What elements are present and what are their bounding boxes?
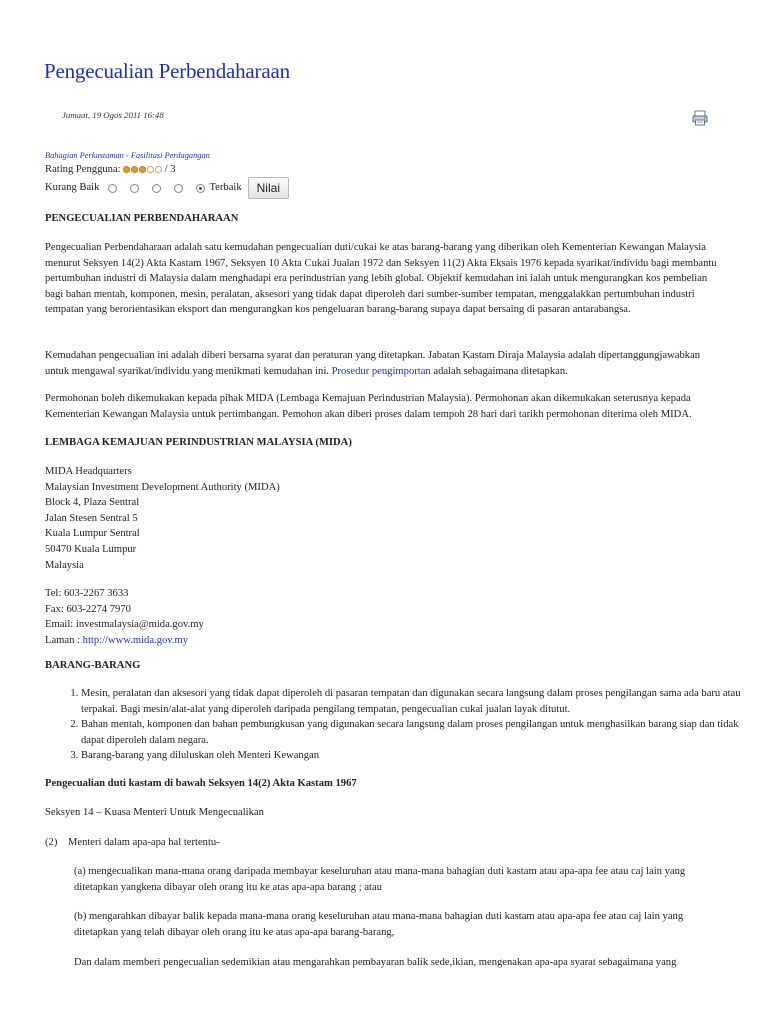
vote-radio-1[interactable] bbox=[108, 184, 117, 193]
rating-stars bbox=[123, 166, 163, 173]
list-item: 2. Bahan mentah, komponen dan bahan pembungkusan yang digunakan secara langsung dalam proses pengilangan untuk menghasilkan barang siap dan tidak dapat diperoleh dalam negara. bbox=[81, 717, 761, 748]
paragraph-kemudahan-text: Kemudahan pengecualian ini adalah diberi bersama syarat dan peraturan yang ditetapkan. Jabatan Kastam Diraja Malaysia adalah dipertanggungjawabkan untuk mengawal syarikat/individu yang menikmati kemudahan ini. bbox=[45, 350, 701, 377]
vote-form bbox=[45, 177, 289, 199]
paragraph-clause-b: (b) mengarahkan dibayar balik kepada mana-mana orang keseluruhan atau mana-mana bahagian duti kastam atau apa-apa fee atau caj lain yang ditetapkan yang telah dibayar oleh orang itu ke atas apa-apa barang-barang, bbox=[74, 911, 684, 938]
mida-address bbox=[45, 464, 645, 573]
heading-barang: BARANG-BARANG bbox=[45, 660, 141, 671]
star-icon bbox=[139, 166, 146, 173]
paragraph-kemudahan-tail: adalah sebagaimana ditetapkan. bbox=[430, 365, 568, 377]
article-title[interactable]: Pengecualian Perbendaharaan bbox=[44, 59, 290, 83]
mida-website-link[interactable]: http://www.mida.gov.my bbox=[82, 634, 189, 646]
items-list bbox=[45, 686, 761, 764]
address-line: MIDA Headquarters bbox=[45, 466, 132, 477]
paragraph-intro: Pengecualian Perbendaharaan adalah satu kemudahan pengecualian duti/cukai ke atas barang-barang yang diberikan oleh Kementerian Kewangan Malaysia menurut Seksyen 14(2) Akta Kastam 1967, Seksyen 10 Akta Cukai Jualan 1972 dan Seksyen 11(2) Akta Eksais 1976 kepada syarikat/individu bagi membantu pertumbuhan industri di Malaysia dalam menghadapi era perindustrian yang lebih global. Objektif kemudahan ini ialah untuk mengurangkan kos pembelian bagi bahan mentah, komponen, mesin, peralatan, aksesori yang tidak dapat diperoleh dari sumber-sumber tempatan, menggalakkan pertumbuhan industri tempatan yang berorientasikan eksport dan mengurangkan kos pengeluaran barang-barang supaya dapat bersaing di pasaran antarabangsa. bbox=[45, 242, 717, 316]
list-item: 3. Barang-barang yang diluluskan oleh Menteri Kewangan bbox=[81, 748, 761, 764]
vote-radio-3[interactable] bbox=[152, 184, 161, 193]
user-rating bbox=[45, 162, 176, 178]
address-line: Malaysia bbox=[45, 559, 84, 571]
heading-pengecualian: PENGECUALIAN PERBENDAHARAAN bbox=[45, 213, 239, 224]
article-date: Jumaat, 19 Ogos 2011 16:48 bbox=[62, 110, 164, 120]
heading-mida: LEMBAGA KEMAJUAN PERINDUSTRIAN MALAYSIA (MIDA) bbox=[45, 437, 352, 448]
address-line: Block 4, Plaza Sentral bbox=[45, 497, 140, 509]
contact-tel: Tel: 603-2267 3633 bbox=[45, 588, 129, 599]
rate-button[interactable]: Nilai bbox=[248, 177, 289, 199]
mida-contact bbox=[45, 586, 645, 648]
website-label: Laman : bbox=[45, 634, 83, 646]
rating-count: / 3 bbox=[164, 164, 176, 175]
address-line: Kuala Lumpur Sentral bbox=[45, 528, 140, 540]
star-icon bbox=[123, 166, 130, 173]
heading-seksyen-14: Pengecualian duti kastam di bawah Seksyen 14(2) Akta Kastam 1967 bbox=[45, 778, 357, 789]
vote-worst-label: Kurang Baik bbox=[45, 182, 100, 194]
star-icon bbox=[131, 166, 138, 173]
address-line: 50470 Kuala Lumpur bbox=[45, 543, 137, 555]
paragraph-seksyen-title: Seksyen 14 – Kuasa Menteri Untuk Mengecualikan bbox=[45, 807, 264, 818]
paragraph-kemudahan bbox=[45, 348, 725, 379]
address-line: Malaysian Investment Development Authority (MIDA) bbox=[45, 481, 280, 493]
vote-best-label: Terbaik bbox=[209, 182, 242, 194]
paragraph-clause-a: (a) mengecualikan mana-mana orang daripada membayar keseluruhan atau mana-mana bahagian duti kastam atau apa-apa fee atau caj lain yang ditetapkan yangkena dibayar oleh orang itu ke atas apa-apa barang ; atau bbox=[74, 866, 686, 893]
category-link[interactable]: Bahagian Perkastaman - Fasilitasi Perdagangan bbox=[45, 151, 210, 160]
list-item: 1. Mesin, peralatan dan aksesori yang tidak dapat diperoleh di pasaran tempatan dan digunakan secara langsung dalam proses pengilangan sama ada baru atau terpakai. Bagi mesin/alat-alat yang diperoleh daripada pengilang tempatan, pengecualian cukai jualan layak ditutut. bbox=[81, 686, 761, 717]
paragraph-menteri: (2) Menteri dalam apa-apa hal tertentu- bbox=[45, 837, 220, 848]
rating-label: Rating Pengguna: bbox=[45, 164, 121, 175]
address-line: Jalan Stesen Sentral 5 bbox=[45, 512, 138, 524]
star-icon bbox=[155, 166, 162, 173]
vote-radio-2[interactable] bbox=[130, 184, 139, 193]
paragraph-permohonan: Permohonan boleh dikemukakan kepada pihak MIDA (Lembaga Kemajuan Perindustrian Malaysia). Permohonan akan dikemukakan seterusnya kepada Kementerian Kewangan Malaysia untuk pertimbangan. Pemohon akan diberi proses dalam tempoh 28 hari dari tarikh permohonan diterima oleh MIDA. bbox=[45, 393, 692, 420]
printer-icon[interactable] bbox=[692, 110, 708, 126]
star-icon bbox=[147, 166, 154, 173]
prosedur-link[interactable]: Prosedur pengimportan bbox=[331, 365, 431, 377]
vote-radio-4[interactable] bbox=[174, 184, 183, 193]
contact-email: Email: investmalaysia@mida.gov.my bbox=[45, 619, 204, 631]
contact-fax: Fax: 603-2274 7970 bbox=[45, 603, 131, 615]
vote-radio-5[interactable] bbox=[196, 184, 205, 193]
contact-website bbox=[45, 633, 645, 649]
paragraph-clause-tail: Dan dalam memberi pengecualian sedemikian atau mengarahkan pembayaran balik sede,ikian, mengenakan apa-apa syarat sebagaimana yang bbox=[74, 957, 677, 968]
